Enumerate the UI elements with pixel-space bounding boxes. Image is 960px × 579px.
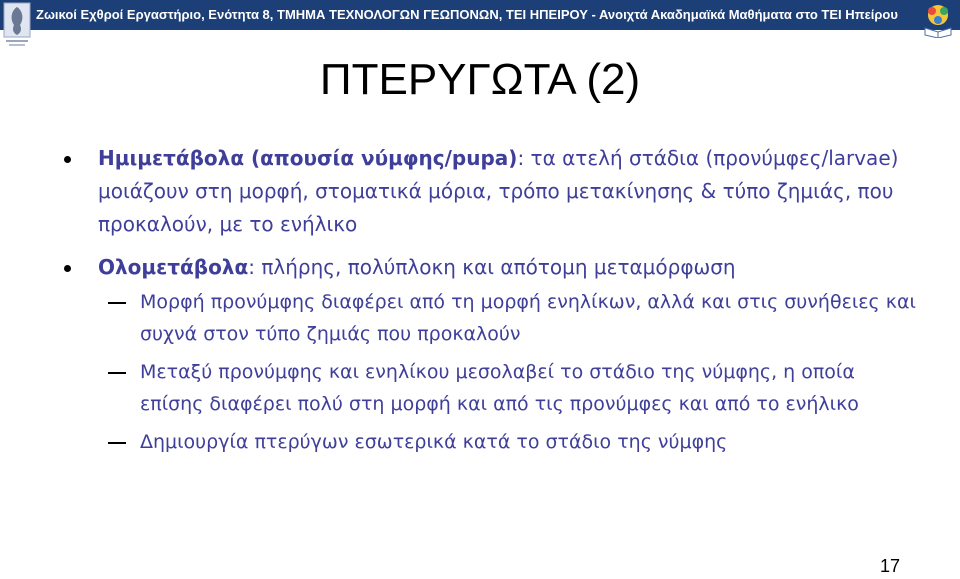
page-number: 17	[879, 556, 900, 576]
open-courses-logo-icon	[922, 2, 954, 38]
header-title: Ζωικοί Εχθροί Εργαστήριο, Ενότητα 8, ΤΜΗΜΑ ΤΕΧΝΟΛΟΓΩΝ ΓΕΩΠΟΝΩΝ, ΤΕΙ ΗΠΕΙΡΟΥ - Ανοιχτά Ακαδημαϊκά Μαθήματα στο ΤΕΙ Ηπείρου	[36, 7, 898, 22]
sub-bullet-text: Μορφή προνύμφης διαφέρει από τη μορφή ενηλίκων, αλλά και στις συνήθειες και συχνά στον τύπο ζημιάς που προκαλούν	[140, 291, 916, 345]
sub-bullet-larva-form	[64, 286, 924, 350]
bullet-holometabola	[64, 251, 924, 284]
slide-title: ΠΤΕΡΥΓΩΤΑ (2)	[319, 55, 641, 104]
bullet-dot-icon	[64, 265, 71, 272]
sub-bullet-text: Δημιουργία πτερύγων εσωτερικά κατά το στάδιο της νύμφης	[140, 431, 728, 453]
sub-bullet-pupa-stage	[64, 356, 924, 420]
tei-epirus-logo-icon	[2, 1, 32, 49]
slide-content	[64, 142, 924, 464]
sub-bullet-wing-formation	[64, 426, 924, 458]
dash-icon	[108, 442, 126, 444]
bullet-text: : πλήρης, πολύπλοκη και απότομη μεταμόρφωση	[248, 255, 736, 279]
dash-icon	[108, 302, 126, 304]
bullet-term: Ημιμετάβολα (απουσία νύμφης/pupa)	[98, 146, 518, 170]
bullet-term: Ολομετάβολα	[98, 255, 249, 279]
bullet-hemimetabola	[64, 142, 924, 241]
sub-bullet-text: Μεταξύ προνύμφης και ενηλίκου μεσολαβεί το στάδιο της νύμφης, η οποία επίσης διαφέρει πολύ στη μορφή και από τις προνύμφες και από το ενήλικο	[140, 361, 859, 415]
dash-icon	[108, 372, 126, 374]
bullet-text: : τα ατελή στάδια (προνύμφες/larvae) μοιάζουν στη μορφή, στοματικά μόρια, τρόπο μετακίνησης & τύπο ζημιάς, που προκαλούν, με το ενήλικο	[98, 146, 899, 236]
bullet-dot-icon	[64, 156, 71, 163]
